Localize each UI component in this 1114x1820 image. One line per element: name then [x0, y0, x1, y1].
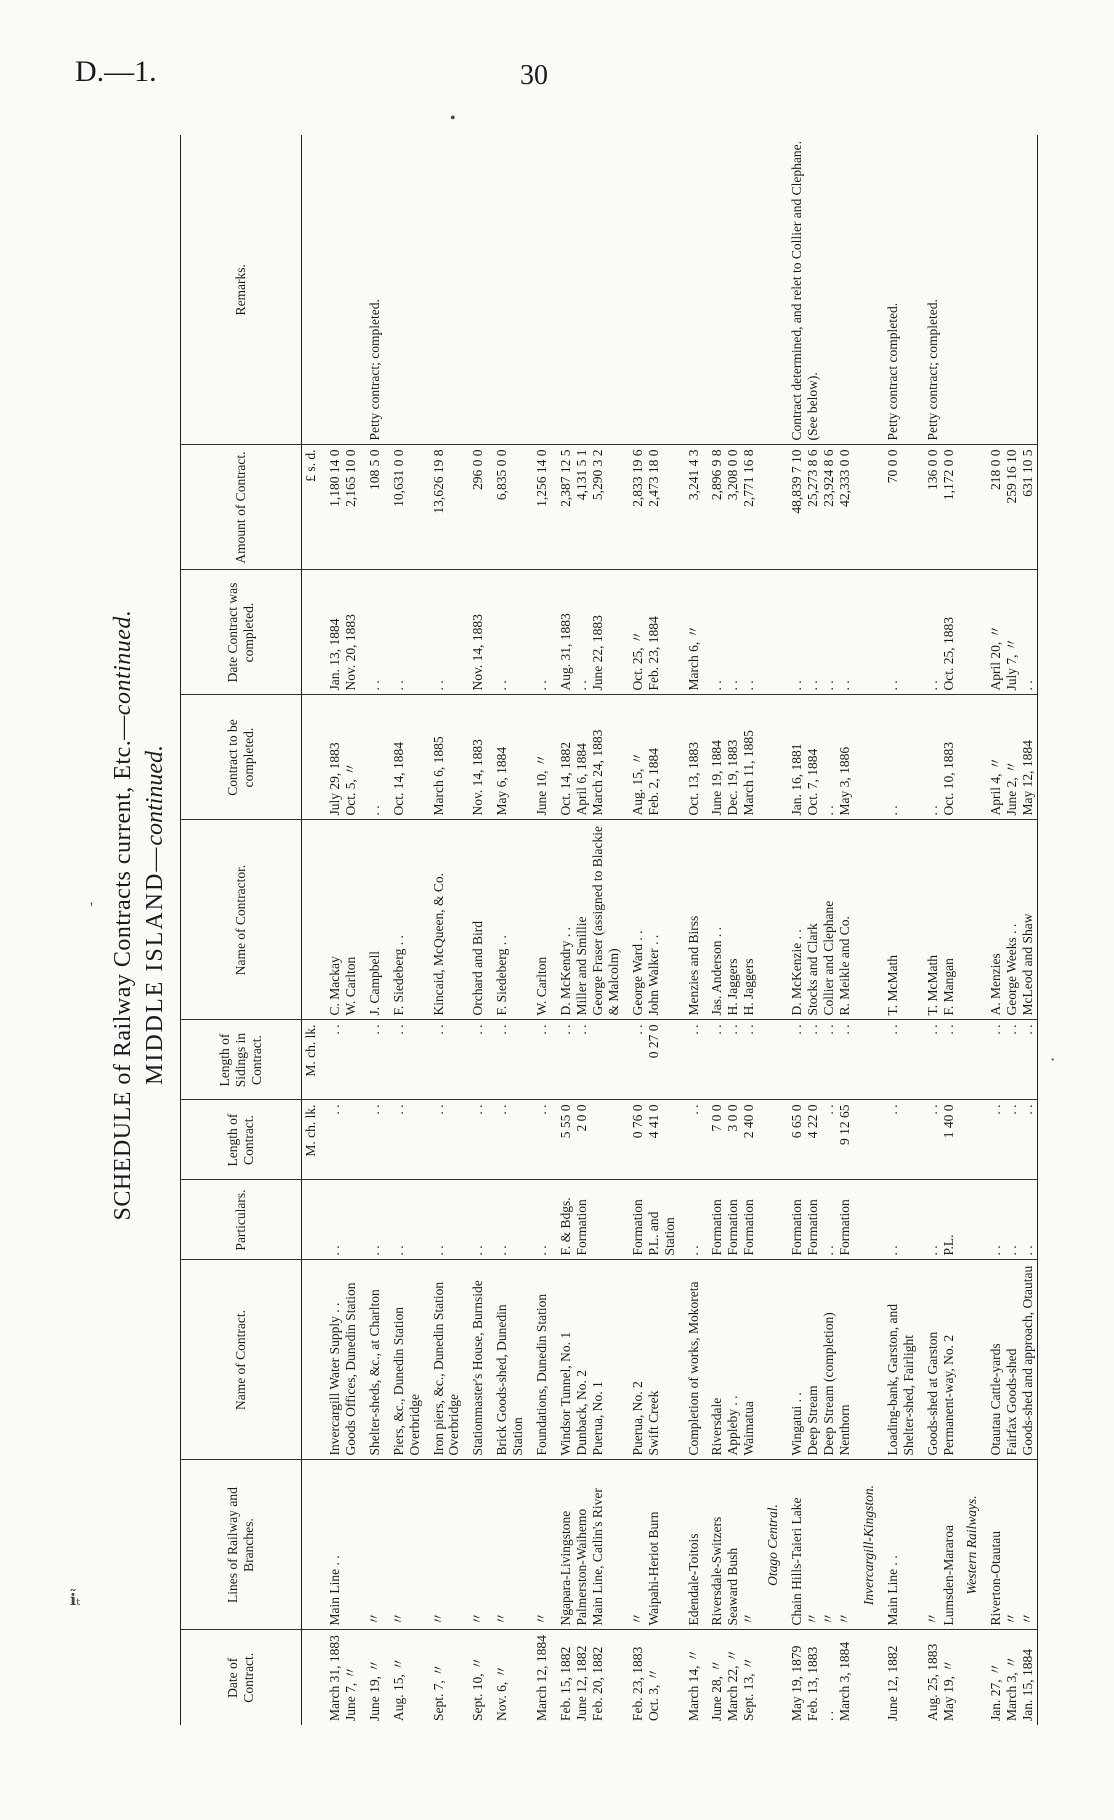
cell-contractor: [854, 820, 878, 1020]
cell-amt: 3,241 4 3: [679, 445, 703, 570]
cell-name: Iron piers, &c., Dunedin Station Overbridge: [424, 1260, 464, 1460]
cell-len: M. ch. lk.: [302, 1100, 320, 1180]
cell-tobe: . .: [878, 695, 918, 820]
cell-tobe: . .: [360, 695, 384, 820]
schedule-title: [110, 65, 137, 1765]
cell-date: [758, 1630, 782, 1725]
cell-rem: Petty contract completed.: [878, 135, 918, 445]
cell-amt: 13,626 19 8: [424, 445, 464, 570]
cell-rem: [487, 135, 527, 445]
cell-len: . .: [679, 1100, 703, 1180]
cell-rem: [981, 135, 1037, 445]
cell-done: Nov. 14, 1883: [463, 570, 487, 695]
column-header: Amount of Contract.: [181, 445, 302, 570]
cell-contractor: A. Menzies George Weeks . . McLeod and Shaw: [981, 820, 1037, 1020]
cell-tobe: Oct. 14, 1884: [384, 695, 424, 820]
cell-len: . . 1 40 0: [918, 1100, 958, 1180]
cell-date: March 12, 1884: [534, 1635, 550, 1721]
cell-rem: [623, 135, 679, 445]
cell-amt: 48,839 7 10 25,273 8 6 23,924 8 6 42,333 0 0: [782, 445, 854, 570]
cell-part: . .: [527, 1180, 551, 1260]
cell-sid: . . 0 27 0: [623, 1020, 679, 1100]
table-row: [702, 135, 758, 1725]
cell-sid: . . . . . .: [981, 1020, 1037, 1100]
cell-done: Oct. 25, 〃 Feb. 23, 1884: [623, 570, 679, 695]
cell-line: 〃: [463, 1460, 487, 1630]
cell-done: . .: [384, 570, 424, 695]
cell-rem: [758, 135, 782, 445]
cell-date: May 19, 1879 Feb. 13, 1883 . . March 3, 1884: [789, 1641, 852, 1721]
cell-sid: . .: [487, 1020, 527, 1100]
cell-len: 0 76 0 4 41 0: [623, 1100, 679, 1180]
cell-rem: [527, 135, 551, 445]
cell-len: 5 55 0 2 0 0: [551, 1100, 623, 1180]
cell-len: . .: [487, 1100, 527, 1180]
cell-name: Piers, &c., Dunedin Station Overbridge: [384, 1260, 424, 1460]
cell-name: [957, 1260, 981, 1460]
cell-line: 〃: [487, 1460, 527, 1630]
cell-rem: [424, 135, 464, 445]
cell-line: Western Railways.: [957, 1460, 981, 1630]
cell-line: Main Line . .: [878, 1460, 918, 1630]
cell-contractor: George Ward . . John Walker . .: [623, 820, 679, 1020]
cell-done: Aug. 31, 1883 . . June 22, 1883: [551, 570, 623, 695]
cell-date: March 14, 〃: [685, 1648, 701, 1721]
margin-mark: ⋅: [1050, 1052, 1056, 1069]
cell-len: . . . . . .: [981, 1100, 1037, 1180]
cell-done: [957, 570, 981, 695]
cell-done: [854, 570, 878, 695]
cell-name: Puerua, No. 2 Swift Creek: [623, 1260, 679, 1460]
margin-mark: •: [450, 110, 456, 127]
table-row: [487, 135, 527, 1725]
table-row: [320, 135, 360, 1725]
column-header: Lines of Railway and Branches.: [181, 1460, 302, 1630]
cell-date: Sept. 7, 〃: [430, 1663, 446, 1721]
cell-date: Feb. 23, 1883 Oct. 3, 〃: [629, 1646, 661, 1721]
cell-tobe: Jan. 16, 1881 Oct. 7, 1884 . . May 3, 1886: [782, 695, 854, 820]
column-header: Date Contract was completed.: [181, 570, 302, 695]
cell-line: 〃 Waipahi-Heriot Burn: [623, 1460, 679, 1630]
cell-len: [758, 1100, 782, 1180]
cell-date: [854, 1630, 878, 1725]
cell-contractor: W. Carlton: [527, 820, 551, 1020]
cell-line: Ngapara-Livingstone Palmerston-Waihemo Main Line, Catlin's River: [551, 1460, 623, 1630]
cell-contractor: F. Siedeberg . .: [384, 820, 424, 1020]
cell-name: Completion of works, Mokoreta: [679, 1260, 703, 1460]
cell-rem: [463, 135, 487, 445]
cell-rem: Contract determined, and relet to Collier and Clephane. (See below).: [782, 135, 854, 445]
table-row: [679, 135, 703, 1725]
cell-done: . .: [424, 570, 464, 695]
cell-tobe: [854, 695, 878, 820]
cell-rem: [302, 135, 320, 445]
cell-sid: . .: [384, 1020, 424, 1100]
cell-len: . .: [320, 1100, 360, 1180]
table-row: [758, 135, 782, 1725]
cell-sid: [957, 1020, 981, 1100]
column-header: Particulars.: [181, 1180, 302, 1260]
cell-part: F. & Bdgs. Formation: [551, 1180, 623, 1260]
cell-name: Goods-shed at Garston Permanent-way, No. 2: [918, 1260, 958, 1460]
cell-name: Brick Goods-shed, Dunedin Station: [487, 1260, 527, 1460]
cell-done: . .: [360, 570, 384, 695]
cell-amt: [957, 445, 981, 570]
cell-amt: [758, 445, 782, 570]
cell-date: [957, 1630, 981, 1725]
cell-tobe: May 6, 1884: [487, 695, 527, 820]
cell-done: . . Oct. 25, 1883: [918, 570, 958, 695]
cell-part: . . P.L.: [918, 1180, 958, 1260]
cell-date: June 12, 1882: [884, 1645, 900, 1721]
cell-contractor: F. Siedeberg . .: [487, 820, 527, 1020]
cell-contractor: [302, 820, 320, 1020]
cell-date: June 19, 〃: [366, 1659, 382, 1721]
cell-name: Stationmaster's House, Burnside: [463, 1260, 487, 1460]
cell-done: . . . . . . . .: [782, 570, 854, 695]
cell-tobe: . . Oct. 10, 1883: [918, 695, 958, 820]
cell-sid: [854, 1020, 878, 1100]
cell-name: Windsor Tunnel, No. 1 Dunback, No. 2 Puerua, No. 1: [551, 1260, 623, 1460]
contracts-table: [180, 135, 1038, 1725]
cell-amt: 2,387 12 5 4,131 5 1 5,290 3 2: [551, 445, 623, 570]
column-header: Length of Contract.: [181, 1100, 302, 1180]
cell-rem: [702, 135, 758, 445]
cell-len: . .: [424, 1100, 464, 1180]
cell-len: 7 0 0 3 0 0 2 40 0: [702, 1100, 758, 1180]
cell-date: [302, 1630, 320, 1725]
cell-name: Foundations, Dunedin Station: [527, 1260, 551, 1460]
cell-tobe: June 10, 〃: [527, 695, 551, 820]
cell-amt: 70 0 0: [878, 445, 918, 570]
cell-len: [854, 1100, 878, 1180]
cell-sid: . .: [320, 1020, 360, 1100]
cell-date: Jan. 27, 〃 March 3, 〃 Jan. 15, 1884: [981, 1630, 1037, 1725]
cell-part: . .: [424, 1180, 464, 1260]
cell-line: 〃: [384, 1460, 424, 1630]
table-row: [384, 135, 424, 1725]
cell-done: . . . . . .: [702, 570, 758, 695]
report-reference: D.—1.: [75, 55, 157, 88]
cell-part: Formation P.L. and Station: [623, 1180, 679, 1260]
cell-len: . .: [527, 1100, 551, 1180]
cell-line: 〃: [527, 1460, 551, 1630]
cell-date: Nov. 6, 〃: [494, 1664, 510, 1721]
cell-contractor: Kincaid, McQueen, & Co.: [424, 820, 464, 1020]
cell-part: . .: [463, 1180, 487, 1260]
cell-len: . .: [384, 1100, 424, 1180]
table-row: [782, 135, 854, 1725]
cell-rem: [384, 135, 424, 445]
cell-name: [854, 1260, 878, 1460]
header-row: [181, 135, 302, 1725]
cell-date: Feb. 15, 1882 June 12, 1882 Feb. 20, 1882: [558, 1645, 605, 1721]
column-header: Remarks.: [181, 135, 302, 445]
cell-part: [854, 1180, 878, 1260]
cell-done: April 20, 〃 July 7, 〃 . .: [981, 570, 1037, 695]
cell-tobe: July 29, 1883 Oct. 5, 〃: [320, 695, 360, 820]
cell-line: Invercargill-Kingston.: [854, 1460, 878, 1630]
cell-line: Main Line . .: [320, 1460, 360, 1630]
cell-tobe: [957, 695, 981, 820]
column-header: Length of Sidings in Contract.: [181, 1020, 302, 1100]
cell-amt: 296 0 0: [463, 445, 487, 570]
margin-mark: ': [90, 900, 93, 917]
column-header: Name of Contract.: [181, 1260, 302, 1460]
cell-part: . .: [878, 1180, 918, 1260]
cell-contractor: [957, 820, 981, 1020]
cell-done: . .: [487, 570, 527, 695]
cell-contractor: Jas. Anderson . . H. Jaggers H. Jaggers: [702, 820, 758, 1020]
cell-amt: 2,833 19 6 2,473 18 0: [623, 445, 679, 570]
cell-done: . .: [527, 570, 551, 695]
subtitle-main: MIDDLE ISLAND—: [142, 845, 168, 1085]
cell-amt: 6,835 0 0: [487, 445, 527, 570]
cell-tobe: March 6, 1885: [424, 695, 464, 820]
cell-sid: . .: [424, 1020, 464, 1100]
cell-part: . .: [679, 1180, 703, 1260]
cell-tobe: Oct. 13, 1883: [679, 695, 703, 820]
cell-tobe: June 19, 1884 Dec. 19, 1883 March 11, 1885: [702, 695, 758, 820]
cell-part: [758, 1180, 782, 1260]
cell-sid: . .: [527, 1020, 551, 1100]
cell-name: [302, 1260, 320, 1460]
cell-len: [957, 1100, 981, 1180]
column-header: Contract to be completed.: [181, 695, 302, 820]
cell-rem: Petty contract; completed.: [360, 135, 384, 445]
cell-line: [302, 1460, 320, 1630]
cell-done: . .: [878, 570, 918, 695]
title-continued: continued.: [110, 609, 136, 716]
page-number: 30: [520, 60, 548, 91]
cell-contractor: J. Campbell: [360, 820, 384, 1020]
table-row: [878, 135, 918, 1725]
title-main: SCHEDULE of Railway Contracts current, Etc.—: [110, 715, 136, 1221]
cell-len: . .: [463, 1100, 487, 1180]
cell-part: . .: [384, 1180, 424, 1260]
cell-contractor: Orchard and Bird: [463, 820, 487, 1020]
table-row: [623, 135, 679, 1725]
table-row: [527, 135, 551, 1725]
cell-line: Chain Hills-Taieri Lake 〃 〃 〃: [782, 1460, 854, 1630]
cell-line: 〃: [360, 1460, 384, 1630]
margin-mark: ℹ̃ₜ: [70, 1592, 81, 1609]
table-row: [360, 135, 384, 1725]
cell-amt: 2,896 9 8 3,208 0 0 2,771 16 8: [702, 445, 758, 570]
cell-tobe: [758, 695, 782, 820]
cell-part: [302, 1180, 320, 1260]
cell-contractor: C. Mackay W. Carlton: [320, 820, 360, 1020]
cell-rem: [854, 135, 878, 445]
cell-sid: . . . . . .: [702, 1020, 758, 1100]
cell-line: Riverton-Otautau 〃 〃: [981, 1460, 1037, 1630]
cell-line: Edendale-Toitois: [679, 1460, 703, 1630]
cell-sid: . . . .: [551, 1020, 623, 1100]
cell-date: March 31, 1883 June 7, 〃: [326, 1635, 358, 1721]
cell-amt: 136 0 0 1,172 0 0: [918, 445, 958, 570]
cell-done: [758, 570, 782, 695]
cell-tobe: Oct. 14, 1882 April 6, 1884 March 24, 1883: [551, 695, 623, 820]
cell-contractor: D. McKenzie . . Stocks and Clark Collier and Clephane R. Meikle and Co.: [782, 820, 854, 1020]
cell-rem: Petty contract; completed.: [918, 135, 958, 445]
cell-part: . .: [360, 1180, 384, 1260]
table-row: [463, 135, 487, 1725]
cell-line: 〃 Lumsden-Mararoa: [918, 1460, 958, 1630]
rotated-table-page: [80, 65, 1036, 1765]
cell-sid: . . . . . . . .: [782, 1020, 854, 1100]
cell-part: . . . . . .: [981, 1180, 1037, 1260]
table-row: [957, 135, 981, 1725]
cell-tobe: Aug. 15, 〃 Feb. 2, 1884: [623, 695, 679, 820]
table-row: [918, 135, 958, 1725]
cell-name: Otautau Cattle-yards Fairfax Goods-shed Goods-shed and approach, Otautau: [981, 1260, 1037, 1460]
cell-date: Aug. 15, 〃: [390, 1657, 406, 1721]
cell-name: Invercargill Water Supply . . Goods Offices, Dunedin Station: [320, 1260, 360, 1460]
cell-amt: 10,631 0 0: [384, 445, 424, 570]
table-row: [981, 135, 1037, 1725]
cell-sid: [758, 1020, 782, 1100]
table-row: [302, 135, 320, 1725]
column-header: Name of Contractor.: [181, 820, 302, 1020]
cell-amt: 1,256 14 0: [527, 445, 551, 570]
cell-line: Otago Central.: [758, 1460, 782, 1630]
cell-sid: . .: [360, 1020, 384, 1100]
cell-sid: . .: [463, 1020, 487, 1100]
cell-tobe: April 4, 〃 June 2, 〃 May 12, 1884: [981, 695, 1037, 820]
column-header: Date of Contract.: [181, 1630, 302, 1725]
cell-amt: 108 5 0: [360, 445, 384, 570]
cell-tobe: [302, 695, 320, 820]
cell-date: Aug. 25, 1883 May 19, 〃: [924, 1643, 956, 1721]
cell-contractor: Menzies and Birss: [679, 820, 703, 1020]
cell-name: Riversdale Appleby . . Waimatua: [702, 1260, 758, 1460]
cell-contractor: [758, 820, 782, 1020]
cell-rem: [320, 135, 360, 445]
cell-name: Loading-bank, Garston, and Shelter-shed, Fairlight: [878, 1260, 918, 1460]
cell-rem: [679, 135, 703, 445]
cell-len: . .: [360, 1100, 384, 1180]
cell-date: June 28, 〃 March 22, 〃 Sept. 13, 〃: [709, 1648, 757, 1721]
cell-done: [302, 570, 320, 695]
cell-line: Riversdale-Switzers Seaward Bush 〃: [702, 1460, 758, 1630]
cell-name: [758, 1260, 782, 1460]
cell-contractor: D. McKendry . . Miller and Smillie George Fraser (assigned to Blackie & Malcolm): [551, 820, 623, 1020]
cell-tobe: Nov. 14, 1883: [463, 695, 487, 820]
cell-sid: . .: [878, 1020, 918, 1100]
table-row: [424, 135, 464, 1725]
cell-name: Shelter-sheds, &c., at Charlton: [360, 1260, 384, 1460]
table-body: [302, 135, 1038, 1725]
cell-name: Wingatui . . Deep Stream Deep Stream (completion) Nenthorn: [782, 1260, 854, 1460]
subtitle-continued: continued.: [142, 745, 168, 846]
cell-sid: . .: [679, 1020, 703, 1100]
table-row: [854, 135, 878, 1725]
cell-part: Formation Formation . . Formation: [782, 1180, 854, 1260]
cell-done: March 6, 〃: [679, 570, 703, 695]
cell-contractor: T. McMath: [878, 820, 918, 1020]
cell-date: Sept. 10, 〃: [470, 1656, 486, 1721]
cell-part: Formation Formation Formation: [702, 1180, 758, 1260]
cell-line: 〃: [424, 1460, 464, 1630]
cell-sid: M. ch. lk.: [302, 1020, 320, 1100]
section-subtitle: [142, 65, 169, 1765]
cell-len: . .: [878, 1100, 918, 1180]
cell-contractor: T. McMath F. Mangan: [918, 820, 958, 1020]
cell-amt: 1,180 14 0 2,165 10 0: [320, 445, 360, 570]
cell-sid: . . . .: [918, 1020, 958, 1100]
cell-amt: 218 0 0 259 16 10 631 10 5: [981, 445, 1037, 570]
cell-len: 6 65 0 4 22 0 . . 9 12 65: [782, 1100, 854, 1180]
cell-amt: [854, 445, 878, 570]
cell-part: [957, 1180, 981, 1260]
table-row: [551, 135, 623, 1725]
cell-done: Jan. 13, 1884 Nov. 20, 1883: [320, 570, 360, 695]
cell-part: . .: [320, 1180, 360, 1260]
cell-rem: [551, 135, 623, 445]
cell-rem: [957, 135, 981, 445]
cell-part: . .: [487, 1180, 527, 1260]
cell-amt: £ s. d.: [302, 445, 320, 570]
